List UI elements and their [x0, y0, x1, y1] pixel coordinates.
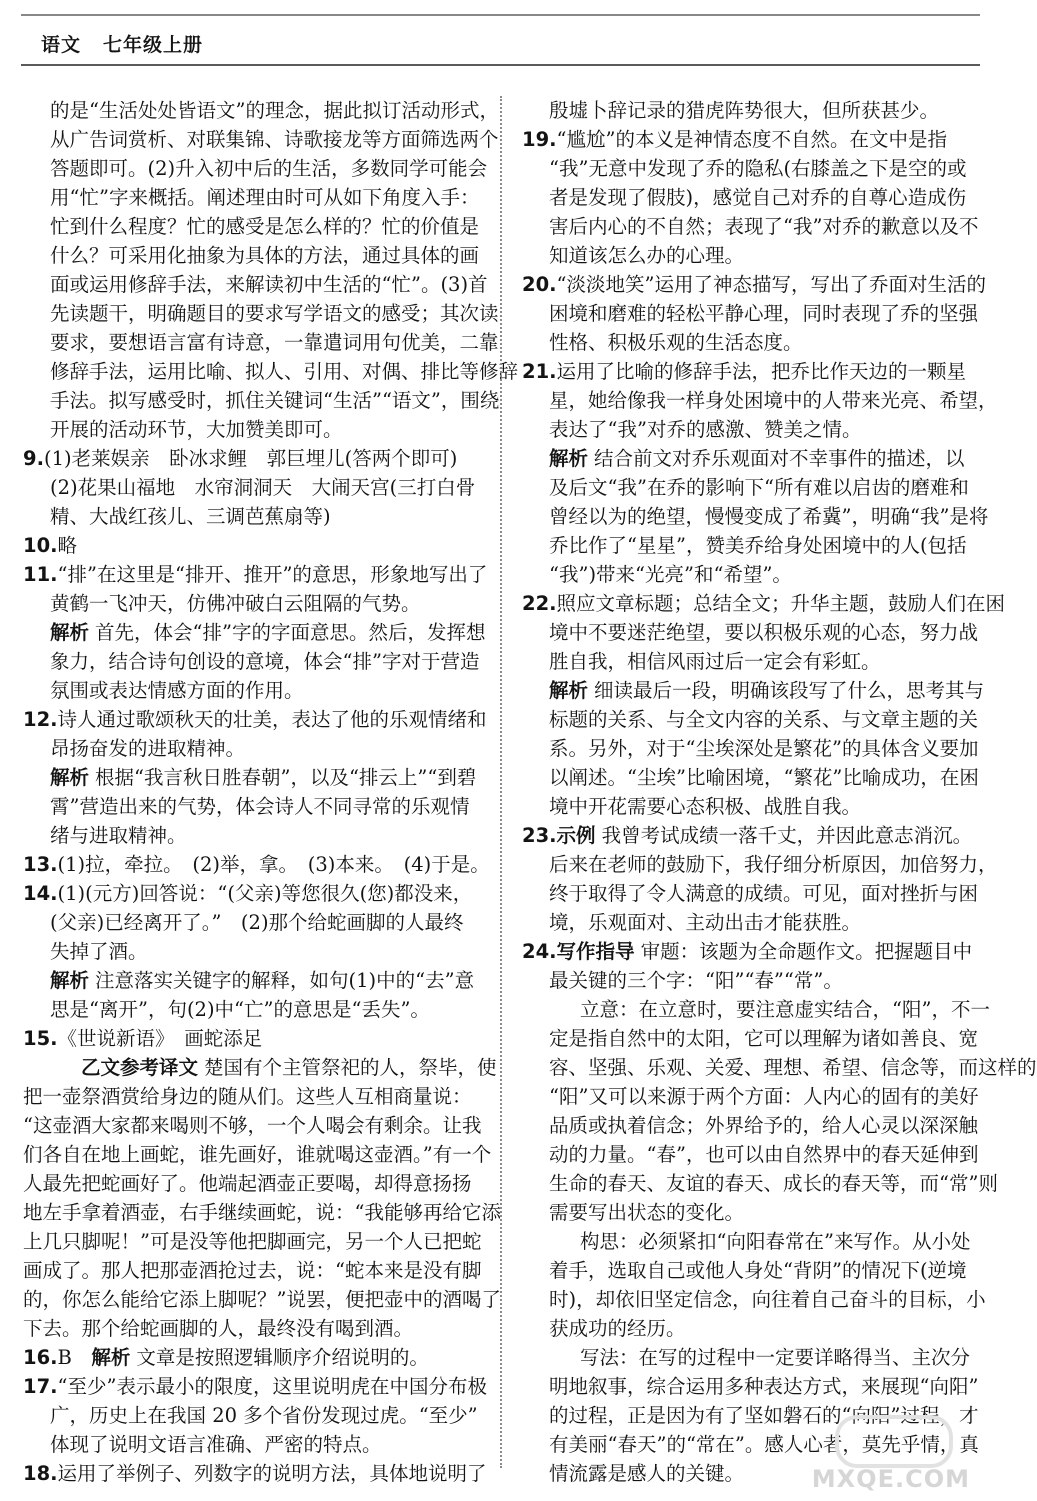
line-text: 困境和磨难的轻松平静心理，同时表现了乔的坚强 — [549, 302, 979, 325]
text-line — [522, 908, 978, 937]
text-line — [23, 1459, 487, 1488]
text-line — [23, 241, 479, 270]
page-header — [21, 0, 980, 66]
line-text: 的过程，正是因为有了坚如磐石的“向阳”过程，才 — [549, 1404, 979, 1427]
line-text: 们各自在地上画蛇，谁先画好，谁就喝这壶酒。”有一个 — [23, 1143, 492, 1166]
line-text: 的是“生活处处皆语文”的理念，据此拟订活动形式， — [50, 99, 499, 122]
watermark-text: MXQE.COM — [811, 1465, 970, 1493]
line-text: 昂扬奋发的进取精神。 — [50, 737, 246, 760]
text-line — [522, 1343, 978, 1372]
line-text: “阳”又可以来源于两个方面：人内心的固有的美好 — [549, 1085, 979, 1108]
text-line — [23, 705, 487, 734]
line-text: 手法。拟写感受时，抓住关键词“生活”“语文”，围绕 — [50, 389, 500, 412]
line-text: 体现了说明文语言准确、严密的特点。 — [50, 1433, 382, 1456]
line-text: 象力，结合诗句创设的意境，体会“排”字对于营造 — [50, 650, 480, 673]
text-line — [522, 1198, 978, 1227]
text-line — [23, 908, 479, 937]
section-label: 解析 — [50, 969, 90, 992]
line-text: “淡淡地笑”运用了神态描写，写出了乔面对生活的 — [556, 273, 986, 296]
line-text: 开展的活动环节，大加赞美即可。 — [50, 418, 343, 441]
text-line — [23, 270, 488, 299]
header-top-line — [21, 14, 980, 16]
line-text: 着手，选取自己或他人身处“背阴”的情况下(逆境 — [549, 1259, 967, 1282]
text-line — [23, 1053, 497, 1082]
left-column — [23, 96, 519, 1488]
text-line — [23, 154, 488, 183]
question-number: 16. — [23, 1346, 58, 1369]
line-text: 品质或执着信念；外界给予的，给人心灵以深深触 — [549, 1114, 979, 1137]
text-line — [23, 1169, 479, 1198]
text-line — [522, 1024, 978, 1053]
text-line — [23, 1401, 479, 1430]
line-text: 氛围或表达情感方面的作用。 — [50, 679, 304, 702]
line-text: 获成功的经历。 — [549, 1317, 686, 1340]
text-line — [23, 647, 479, 676]
line-text: 终于取得了令人满意的成绩。可见，面对挫折与困 — [549, 882, 979, 905]
text-line — [522, 966, 978, 995]
text-line — [522, 1285, 986, 1314]
section-label: 解析 — [50, 621, 90, 644]
line-text: 略 — [57, 534, 78, 557]
text-line — [522, 125, 978, 154]
text-line — [23, 821, 479, 850]
text-line — [522, 763, 978, 792]
section-label: 解析 — [50, 766, 90, 789]
line-text: (父亲)已经离开了。” (2)那个给蛇画脚的人最终 — [50, 911, 464, 934]
header-grade: 七年级上册 — [103, 34, 204, 56]
text-line — [522, 1140, 978, 1169]
text-line — [23, 502, 479, 531]
column-divider — [500, 96, 502, 1468]
section-label: 解析 — [91, 1346, 131, 1369]
line-text: “尴尬”的本义是神情态度不自然。在文中是指 — [556, 128, 947, 151]
text-line — [23, 328, 499, 357]
text-line — [23, 1285, 501, 1314]
text-line — [23, 125, 499, 154]
text-line — [522, 386, 998, 415]
text-line — [522, 444, 978, 473]
text-line — [522, 1082, 978, 1111]
text-line — [522, 734, 978, 763]
text-line — [23, 1430, 479, 1459]
line-text: 境中不要迷茫绝望，要以积极乐观的心态，努力战 — [549, 621, 979, 644]
text-line — [522, 676, 985, 705]
line-text: 需要写出状态的变化。 — [549, 1201, 745, 1224]
line-text: 画成了。那人把那壶酒抢过去，说：“蛇本来是没有脚 — [23, 1259, 482, 1282]
question-number: 10. — [23, 534, 58, 557]
text-line — [23, 618, 486, 647]
line-text: 系。另外，对于“尘埃深处是繁花”的具体含义要加 — [549, 737, 979, 760]
text-line — [23, 734, 479, 763]
text-line — [522, 589, 1006, 618]
line-text: 以阐述。“尘埃”比喻困境，“繁花”比喻成功，在困 — [549, 766, 979, 789]
line-text: 首先，体会“排”字的字面意思。然后，发挥想 — [95, 621, 486, 644]
text-line — [23, 1198, 501, 1227]
text-line — [23, 96, 499, 125]
line-text: 忙到什么程度？忙的感受是怎么样的？忙的价值是 — [50, 215, 480, 238]
text-line — [23, 415, 479, 444]
right-column — [522, 96, 1037, 1488]
text-line — [522, 328, 978, 357]
line-text: 结合前文对乔乐观面对不幸事件的描述，以 — [594, 447, 965, 470]
line-text: 精、大战红孩儿、三调芭蕉扇等) — [50, 505, 331, 528]
text-line — [23, 879, 479, 908]
text-line — [23, 1343, 479, 1372]
text-line — [522, 183, 978, 212]
question-number: 15. — [23, 1027, 58, 1050]
line-text: 定是指自然中的太阳，它可以理解为诸如善良、宽 — [549, 1027, 979, 1050]
text-line — [23, 531, 479, 560]
line-text: 容、坚强、乐观、关爱、理想、希望、信念等，而这样的 — [549, 1056, 1037, 1079]
line-text: 最关键的三个字：“阳”“春”“常”。 — [549, 969, 843, 992]
line-text: 修辞手法，运用比喻、拟人、引用、对偶、排比等修辞 — [50, 360, 519, 383]
text-line — [522, 241, 978, 270]
question-number: 17. — [23, 1375, 58, 1398]
text-line — [522, 792, 978, 821]
line-text: “排”在这里是“排开、推开”的意思，形象地写出了 — [57, 563, 488, 586]
line-text: 照应文章标题；总结全文；升华主题，鼓励人们在困 — [556, 592, 1006, 615]
line-text: 楚国有个主管祭祀的人，祭毕，使 — [204, 1056, 497, 1079]
text-line — [522, 937, 978, 966]
text-line — [522, 995, 990, 1024]
line-text: 运用了举例子、列数字的说明方法，具体地说明了 — [57, 1462, 487, 1485]
line-text: 者是发现了假肢)，感觉自己对乔的自尊心造成伤 — [549, 186, 967, 209]
text-line — [23, 1111, 482, 1140]
question-number: 14. — [23, 882, 58, 905]
question-number: 9. — [23, 447, 44, 470]
text-line — [23, 473, 479, 502]
header-rule — [21, 64, 980, 66]
question-number: 20. — [522, 273, 557, 296]
text-line — [23, 763, 479, 792]
line-text: 地左手拿着酒壶，右手继续画蛇，说：“我能够再给它添 — [23, 1201, 501, 1224]
line-text: 答题即可。(2)升入初中后的生活，多数同学可能会 — [50, 157, 488, 180]
section-label: 解析 — [549, 679, 589, 702]
question-number: 12. — [23, 708, 58, 731]
section-label: 解析 — [549, 447, 589, 470]
text-line — [522, 96, 978, 125]
line-text: 从广告词赏析、对联集锦、诗歌接龙等方面筛选两个 — [50, 128, 499, 151]
text-line — [23, 589, 479, 618]
line-text: 思是“离开”，句(2)中“亡”的意思是“丢失”。 — [50, 998, 430, 1021]
line-text: 用“忙”字来概括。阐述理由时可从如下角度入手： — [50, 186, 480, 209]
line-text: 明地叙事，综合运用多种表达方式，来展现“向阳” — [549, 1375, 979, 1398]
line-text: 标题的关系、与全文内容的关系、与文章主题的关 — [549, 708, 979, 731]
line-text: 生命的春天、友谊的春天、成长的春天等，而“常”则 — [549, 1172, 998, 1195]
text-line — [522, 850, 998, 879]
question-number: 23. — [522, 824, 557, 847]
line-text: 立意：在立意时，要注意虚实结合，“阳”，不一 — [580, 998, 990, 1021]
text-line — [522, 473, 978, 502]
text-line — [522, 270, 986, 299]
watermark — [800, 1410, 980, 1495]
line-text: 构思：必须紧扣“向阳春常在”来写作。从小处 — [580, 1230, 971, 1253]
text-line — [522, 415, 978, 444]
text-line — [23, 1372, 487, 1401]
line-text: 有美丽“春天”的“常在”。感人心者，莫先乎情，真 — [549, 1433, 979, 1456]
line-text: 境，乐观面对、主动出击才能获胜。 — [549, 911, 862, 934]
text-line — [522, 618, 978, 647]
line-text: 下去。那个给蛇画脚的人，最终没有喝到酒。 — [23, 1317, 414, 1340]
line-text: 《世说新语》 画蛇添足 — [57, 1027, 263, 1050]
text-line — [23, 560, 488, 589]
text-line — [23, 1256, 482, 1285]
text-line — [522, 1053, 1037, 1082]
line-text: 境中开花需要心态积极、战胜自我。 — [549, 795, 862, 818]
text-line — [522, 502, 989, 531]
question-number: 19. — [522, 128, 557, 151]
line-text: 先读题干，明确题目的要求写学语文的感受；其次读 — [50, 302, 499, 325]
line-text: (1)(元方)回答说：“(父亲)等您很久(您)都没来， — [57, 882, 473, 905]
line-text: 细读最后一段，明确该段写了什么，思考其与 — [594, 679, 985, 702]
line-text: 诗人通过歌颂秋天的壮美，表达了他的乐观情绪和 — [57, 708, 487, 731]
text-line — [23, 1024, 479, 1053]
line-text: 什么？可采用化抽象为具体的方法，通过具体的画 — [50, 244, 480, 267]
header-subject: 语文 — [41, 34, 82, 56]
section-label: 写作指导 — [556, 940, 635, 963]
section-label: 示例 — [556, 824, 596, 847]
line-text: (1)拉，牵拉。 (2)举，拿。 (3)本来。 (4)于是。 — [57, 853, 490, 876]
line-text: 的，你怎么能给它添上脚呢？”说罢，便把壶中的酒喝了 — [23, 1288, 501, 1311]
line-text: 及后文“我”在乔的影响下“所有难以启齿的磨难和 — [549, 476, 969, 499]
text-line — [522, 531, 978, 560]
text-line — [522, 821, 978, 850]
section-label: 乙文参考译文 — [81, 1056, 199, 1079]
line-text: 性格、积极乐观的生活态度。 — [549, 331, 803, 354]
line-text: 面或运用修辞手法，来解读初中生活的“忙”。(3)首 — [50, 273, 488, 296]
line-text: 黄鹤一飞冲天，仿佛冲破白云阻隔的气势。 — [50, 592, 421, 615]
line-text: 广，历史上在我国 20 多个省份发现过虎。“至少” — [50, 1404, 478, 1427]
line-text: 绪与进取精神。 — [50, 824, 187, 847]
text-line — [23, 299, 499, 328]
line-text: 失掉了酒。 — [50, 940, 148, 963]
text-line — [522, 705, 978, 734]
line-text: “我”)带来“光亮”和“希望”。 — [549, 563, 792, 586]
text-line — [23, 995, 479, 1024]
line-text: “这壶酒大家都来喝则不够，一个人喝会有剩余。让我 — [23, 1114, 482, 1137]
line-text: 情流露是感人的关键。 — [549, 1462, 745, 1485]
line-text: 表达了“我”对乔的感激、赞美之情。 — [549, 418, 862, 441]
question-number: 13. — [23, 853, 58, 876]
line-text: 文章是按照逻辑顺序介绍说明的。 — [136, 1346, 429, 1369]
text-line — [23, 386, 500, 415]
line-text: B — [57, 1346, 92, 1369]
line-text: 乔比作了“星星”，赞美乔给身处困境中的人(包括 — [549, 534, 967, 557]
line-text: 我曾考试成绩一落千丈，并因此意志消沉。 — [601, 824, 973, 847]
text-line — [522, 1169, 998, 1198]
text-line — [23, 1314, 479, 1343]
line-text: 运用了比喻的修辞手法，把乔比作天边的一颗星 — [556, 360, 967, 383]
text-line — [522, 1256, 978, 1285]
line-text: 人最先把蛇画好了。他端起酒壶正要喝，却得意扬扬 — [23, 1172, 472, 1195]
line-text: 星，她给像我一样身处困境中的人带来光亮、希望， — [549, 389, 998, 412]
text-line — [23, 183, 479, 212]
question-number: 22. — [522, 592, 557, 615]
text-line — [23, 792, 479, 821]
line-text: 动的力量。“春”，也可以由自然界中的春天延伸到 — [549, 1143, 979, 1166]
text-line — [23, 212, 479, 241]
line-text: 上几只脚呢！”可是没等他把脚画完，另一个人已把蛇 — [23, 1230, 482, 1253]
text-line — [522, 879, 978, 908]
header-title — [41, 30, 203, 57]
text-line — [522, 647, 978, 676]
text-line — [522, 299, 978, 328]
line-text: 殷墟卜辞记录的猎虎阵势很大，但所获甚少。 — [549, 99, 940, 122]
text-line — [522, 154, 978, 183]
line-text: 害后内心的不自然；表现了“我”对乔的歉意以及不 — [549, 215, 979, 238]
text-line — [522, 1314, 978, 1343]
text-line — [23, 676, 479, 705]
line-text: 写法：在写的过程中一定要详略得当、主次分 — [580, 1346, 971, 1369]
line-text: 根据“我言秋日胜春朝”，以及“排云上”“到碧 — [95, 766, 477, 789]
text-line — [522, 212, 978, 241]
text-line — [23, 937, 479, 966]
line-text: 胜自我，相信风雨过后一定会有彩虹。 — [549, 650, 881, 673]
line-text: (2)花果山福地 水帘洞洞天 大闹天宫(三打白骨 — [50, 476, 476, 499]
text-line — [23, 966, 479, 995]
line-text: (1)老莱娱亲 卧冰求鲤 郭巨埋儿(答两个即可) — [43, 447, 458, 470]
line-text: 霄”营造出来的气势，体会诗人不同寻常的乐观情 — [50, 795, 470, 818]
line-text: 时)，却依旧坚定信念，向往着自己奋斗的目标，小 — [549, 1288, 986, 1311]
text-line — [522, 357, 978, 386]
line-text: “我”无意中发现了乔的隐私(右膝盖之下是空的或 — [549, 157, 967, 180]
line-text: 后来在老师的鼓励下，我仔细分析原因，加倍努力， — [549, 853, 998, 876]
question-number: 18. — [23, 1462, 58, 1485]
question-number: 21. — [522, 360, 557, 383]
text-line — [23, 1082, 479, 1111]
line-text: 注意落实关键字的解释，如句(1)中的“去”意 — [95, 969, 475, 992]
text-line — [522, 1111, 978, 1140]
text-line — [23, 444, 479, 473]
line-text: 知道该怎么办的心理。 — [549, 244, 745, 267]
line-text: 审题：该题为全命题作文。把握题目中 — [640, 940, 973, 963]
line-text: 要求，要想语言富有诗意，一靠遣词用句优美，二靠 — [50, 331, 499, 354]
line-text: 曾经以为的绝望，慢慢变成了希冀”，明确“我”是将 — [549, 505, 989, 528]
text-line — [522, 560, 978, 589]
question-number: 11. — [23, 563, 58, 586]
text-line — [23, 1140, 492, 1169]
line-text: 把一壶祭酒赏给身边的随从们。这些人互相商量说： — [23, 1085, 472, 1108]
line-text: “至少”表示最小的限度，这里说明虎在中国分布极 — [57, 1375, 487, 1398]
text-line — [522, 1227, 978, 1256]
text-line — [23, 850, 490, 879]
text-line — [522, 1372, 978, 1401]
question-number: 24. — [522, 940, 557, 963]
watermark-logo-icon — [835, 1415, 953, 1468]
text-line — [23, 1227, 482, 1256]
text-line — [23, 357, 519, 386]
